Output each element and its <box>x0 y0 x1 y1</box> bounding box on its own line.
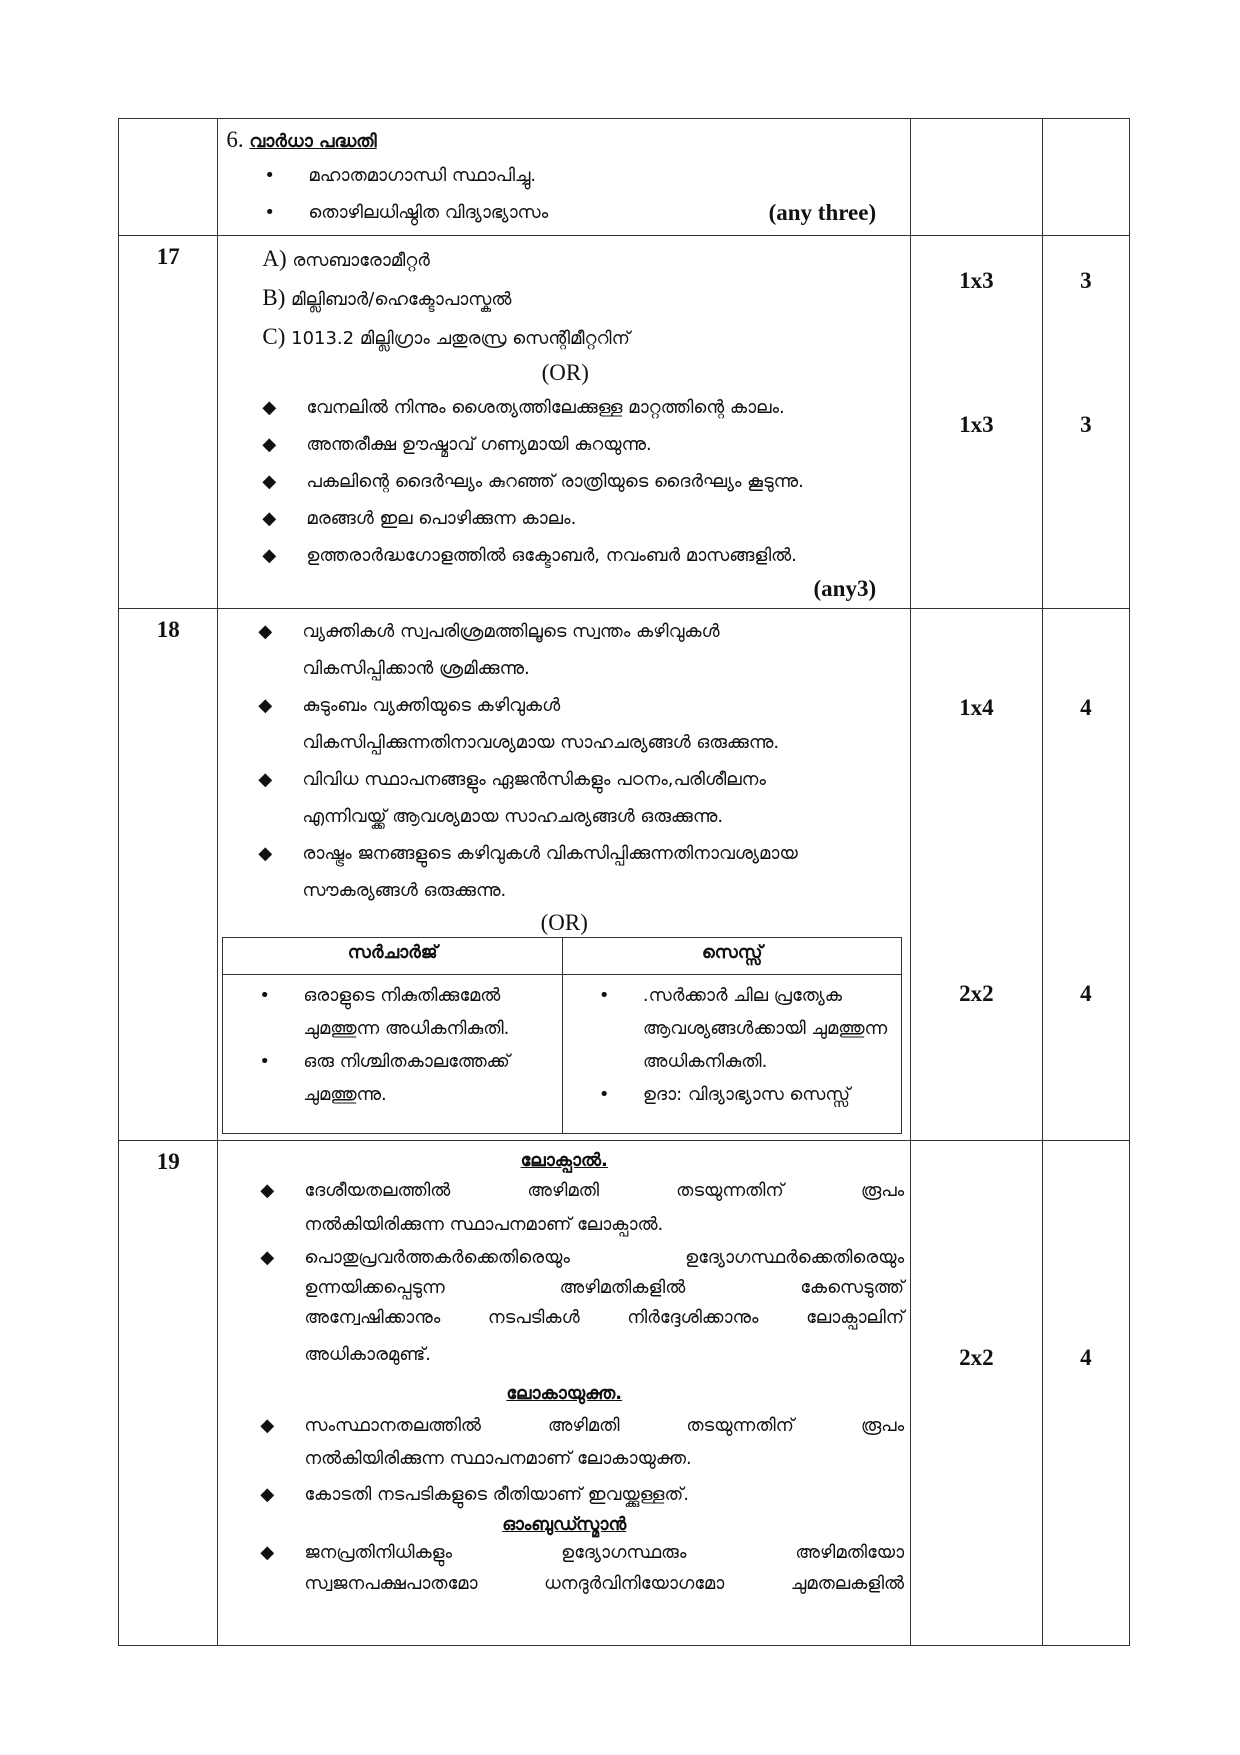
list-item: ◆ കോടതി നടപടികളുടെ രീതിയാണ് ഇവയ്ക്കുള്ളത്. <box>224 1477 904 1513</box>
total: 4 <box>1080 981 1092 1006</box>
answer-key-table <box>118 118 1130 1646</box>
question-number: 18 <box>119 609 218 1141</box>
marks: 2x2 <box>959 1345 994 1370</box>
diamond-bullet-icon: ◆ <box>262 545 277 566</box>
total: 3 <box>1080 268 1092 293</box>
marks-cell <box>911 1141 1043 1646</box>
note: (any3) <box>813 576 877 601</box>
diamond-bullet-icon: ◆ <box>262 508 277 529</box>
list-item: ◆ വിവിധ സ്ഥാപനങ്ങളും ഏജൻസികളും പഠനം,പരിശീലനം <box>222 761 906 798</box>
answer-cell <box>218 119 911 236</box>
section-heading: ലോകായുക്ത. <box>506 1383 623 1404</box>
table-row <box>119 609 1130 1141</box>
bullet-icon: • <box>264 202 276 223</box>
list-item: ◆ ഉത്തരാർദ്ധഗോളത്തിൽ ഒക്ടോബർ, നവംബർ മാസങ്ങളിൽ. <box>226 537 904 574</box>
list-item: ◆ മരങ്ങൾ ഇല പൊഴിക്കുന്ന കാലം. <box>226 500 904 537</box>
section-heading: ലോക്പാൽ. <box>520 1150 608 1171</box>
total-cell <box>1042 236 1129 609</box>
list-item: ◆ വേനലിൽ നിന്നും ശൈത്യത്തിലേക്കുള്ള മാറ്റത്തിന്റെ കാലം. <box>226 389 904 426</box>
heading-number: 6. <box>226 127 244 152</box>
table-row <box>119 1141 1130 1646</box>
marks: 1x4 <box>959 695 994 720</box>
section-heading: ഓംബുഡ്സ്മാൻ <box>502 1514 627 1535</box>
list-item: • തൊഴിലധിഷ്ഠിത വിദ്യാഭ്യാസം (any three) <box>226 194 904 231</box>
marks: 1x3 <box>959 412 994 437</box>
heading: വാർധാ പദ്ധതി <box>249 131 377 152</box>
column-header: സെസ്സ് <box>562 938 902 975</box>
table-row <box>119 119 1130 236</box>
answer-cell: ലോക്പാൽ. ◆ ദേശീയതലത്തിൽ അഴിമതി തടയുന്നതിന് രൂപം നൽകിയിരിക്കുന്ന സ്ഥാപനമാണ് ലോക്പാൽ. ◆ പൊതുപ്രവർത്തകർക്കെതിരെയും ഉദ്യോഗസ്ഥർക്കെതിരെയും ഉന്നയിക്കപ്പെടുന്ന അഴിമതികളിൽ കേസെടുത്ത് അന്വേഷിക്കാനും നടപടികൾ നിർദ്ദേശിക്കാനും ലോക്പാലിന് അധികാരമുണ്ട്. ലോകായുക്ത. ◆ സംസ്ഥാനതലത്തിൽ അഴിമതി തടയുന്നതിന് രൂപം നൽകിയിരിക്കുന്ന സ്ഥാപനമാണ് ലോകായുക്ത. ◆ കോടതി നടപടികളുടെ രീതിയാണ് ഇവയ്ക്കുള്ളത്. ഓംബുഡ്സ്മാൻ ◆ ജനപ്രതിനിധികളും ഉദ്യോഗസ്ഥരും അഴിമതിയോ സ്വജനപക്ഷപാതമോ ധനദുർവിനിയോഗമോ ചുമതലകളിൽ <box>218 1141 911 1646</box>
total: 3 <box>1080 412 1092 437</box>
column-header: സർചാർജ് <box>223 938 563 975</box>
diamond-bullet-icon: ◆ <box>260 1542 275 1563</box>
diamond-bullet-icon: ◆ <box>258 769 273 790</box>
list-item: ◆ കുടുംബം വ്യക്തിയുടെ കഴിവുകൾ <box>222 687 906 724</box>
marks-cell <box>911 119 1043 236</box>
list-item: ◆ ദേശീയതലത്തിൽ അഴിമതി തടയുന്നതിന് രൂപം <box>224 1175 904 1207</box>
bullet-icon: • <box>264 165 276 186</box>
total-cell <box>1042 119 1129 236</box>
total: 4 <box>1080 695 1092 720</box>
diamond-bullet-icon: ◆ <box>260 1247 275 1268</box>
diamond-bullet-icon: ◆ <box>262 471 277 492</box>
list-item: • മഹാതമാഗാന്ധി സ്ഥാപിച്ചു. <box>226 157 904 194</box>
total-cell <box>1042 609 1129 1141</box>
list-item: ◆ വ്യക്തികൾ സ്വപരിശ്രമത്തിലൂടെ സ്വന്തം കഴിവുകൾ <box>222 613 906 650</box>
marks: 1x3 <box>959 268 994 293</box>
marks: 2x2 <box>959 981 994 1006</box>
answer-cell: A) രസബാരോമീറ്റർ B) മില്ലിബാർ/ഹെക്ടോപാസ്കൽ C) 1013.2 മില്ലിഗ്രാം ചതുരസ്ര സെന്റിമീറ്ററിന് (OR) ◆ വേനലിൽ നിന്നും ശൈത്യത്തിലേക്കുള്ള മാറ്റത്തിന്റെ കാലം. ◆ അന്തരീക്ഷ ഊഷ്മാവ് ഗണ്യമായി കുറയുന്നു. ◆ പകലിന്റെ ദൈർഘ്യം കുറഞ്ഞ് രാത്രിയുടെ ദൈർഘ്യം കൂടുന്നു. ◆ മരങ്ങൾ ഇല പൊഴിക്കുന്ന കാലം. ◆ ഉത്തരാർദ്ധഗോളത്തിൽ ഒക്ടോബർ, നവംബർ മാസങ്ങളിൽ. (any3) <box>218 236 911 609</box>
or-separator: (OR) <box>540 910 588 935</box>
table-row <box>119 236 1130 609</box>
diamond-bullet-icon: ◆ <box>258 621 273 642</box>
list-item: ◆ പകലിന്റെ ദൈർഘ്യം കുറഞ്ഞ് രാത്രിയുടെ ദൈർഘ്യം കൂടുന്നു. <box>226 463 904 500</box>
question-number: 19 <box>119 1141 218 1646</box>
list-item: ◆ അന്തരീക്ഷ ഊഷ്മാവ് ഗണ്യമായി കുറയുന്നു. <box>226 426 904 463</box>
answer-cell: ◆ വ്യക്തികൾ സ്വപരിശ്രമത്തിലൂടെ സ്വന്തം കഴിവുകൾ വികസിപ്പിക്കാൻ ശ്രമിക്കുന്നു. ◆ കുടുംബം വ്യക്തിയുടെ കഴിവുകൾ വികസിപ്പിക്കുന്നതിനാവശ്യമായ സാഹചര്യങ്ങൾ ഒരുക്കുന്നു. ◆ വിവിധ സ്ഥാപനങ്ങളും ഏജൻസികളും പഠനം,പരിശീലനം എന്നിവയ്ക്ക് ആവശ്യമായ സാഹചര്യങ്ങൾ ഒരുക്കുന്നു. ◆ രാഷ്ട്രം ജനങ്ങളുടെ കഴിവുകൾ വികസിപ്പിക്കുന്നതിനാവശ്യമായ സൗകര്യങ്ങൾ ഒരുക്കുന്നു. (OR) സർചാർജ് സെസ്സ് • ഒരാളുടെ നികുതിക്കുമേൽ ചുമത്തുന്ന അധികനികുതി. • ഒരു നിശ്ചിതകാലത്തേക്ക് ചുമത്തുന്നു. • .സർക്കാർ ചില പ്രത്യേക ആവശ്യങ്ങൾക്കായി ചുമത്തുന്ന അധികനികുതി. • ഉദാ: വിദ്യാഭ്യാസ സെസ്സ് <box>218 609 911 1141</box>
surcharge-cess-table: സർചാർജ് സെസ്സ് • ഒരാളുടെ നികുതിക്കുമേൽ ചുമത്തുന്ന അധികനികുതി. • ഒരു നിശ്ചിതകാലത്തേക്ക് ചുമത്തുന്നു. • .സർക്കാർ ചില പ്രത്യേക ആവശ്യങ്ങൾക്കായി ചുമത്തുന്ന അധികനികുതി. • ഉദാ: വിദ്യാഭ്യാസ സെസ്സ് <box>222 937 902 1134</box>
or-separator: (OR) <box>541 360 589 385</box>
total-cell <box>1042 1141 1129 1646</box>
diamond-bullet-icon: ◆ <box>260 1484 275 1505</box>
diamond-bullet-icon: ◆ <box>260 1415 275 1436</box>
diamond-bullet-icon: ◆ <box>262 434 277 455</box>
question-number-cell <box>119 119 218 236</box>
question-number: 17 <box>119 236 218 609</box>
note: (any three) <box>768 200 877 225</box>
list-item: ◆ പൊതുപ്രവർത്തകർക്കെതിരെയും ഉദ്യോഗസ്ഥർക്കെതിരെയും <box>224 1243 904 1273</box>
marks-cell <box>911 609 1043 1141</box>
list-item: ◆ രാഷ്ട്രം ജനങ്ങളുടെ കഴിവുകൾ വികസിപ്പിക്കുന്നതിനാവശ്യമായ <box>222 835 906 872</box>
marks-cell <box>911 236 1043 609</box>
total: 4 <box>1080 1345 1092 1370</box>
diamond-bullet-icon: ◆ <box>258 695 273 716</box>
list-item: ◆ ജനപ്രതിനിധികളും ഉദ്യോഗസ്ഥരും അഴിമതിയോ <box>224 1537 904 1569</box>
diamond-bullet-icon: ◆ <box>258 843 273 864</box>
diamond-bullet-icon: ◆ <box>262 397 277 418</box>
diamond-bullet-icon: ◆ <box>260 1180 275 1201</box>
list-item: ◆ സംസ്ഥാനതലത്തിൽ അഴിമതി തടയുന്നതിന് രൂപം <box>224 1411 904 1441</box>
